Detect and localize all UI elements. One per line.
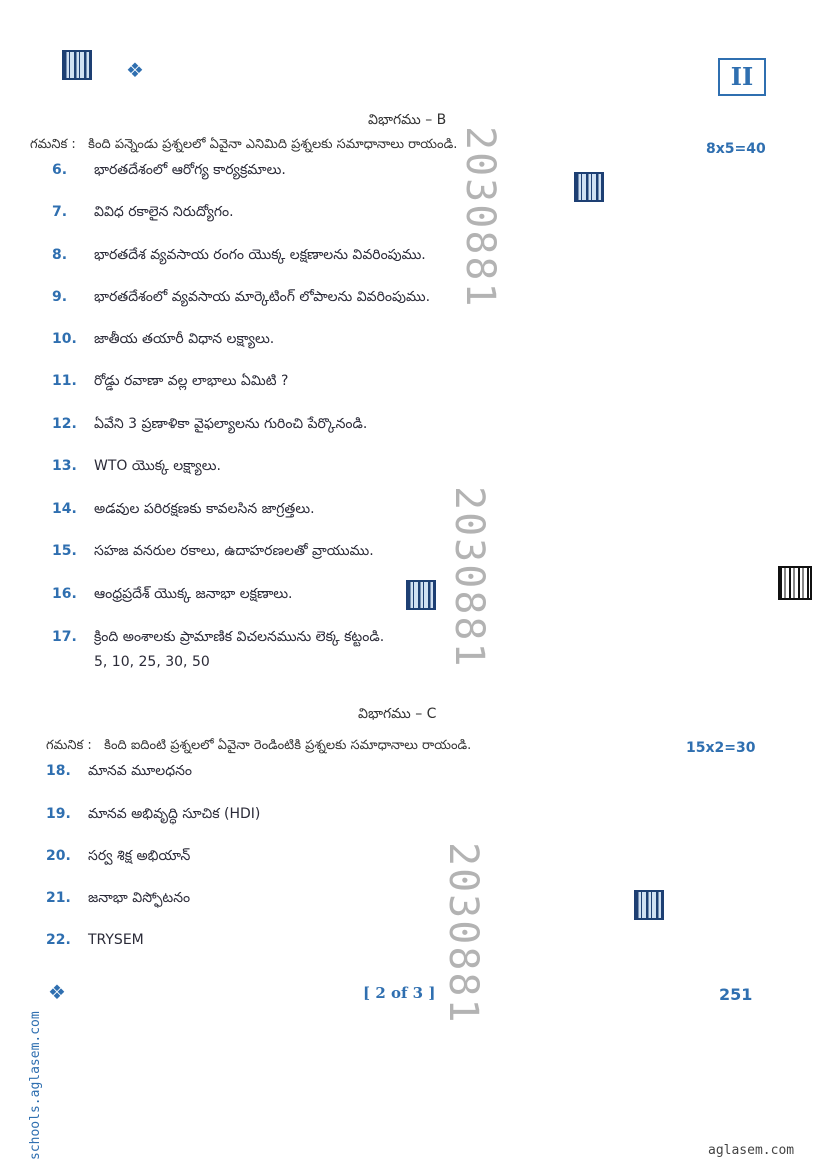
- question-number: 22.: [46, 932, 71, 948]
- question-text: రోడ్డు రవాణా వల్ల లాభాలు ఏమిటి ?: [94, 373, 289, 389]
- question-9: [52, 289, 430, 308]
- page-indicator: [ 2 of 3 ]: [363, 984, 436, 1002]
- question-text: జనాభా విస్ఫోటనం: [88, 890, 191, 906]
- question-20: [46, 848, 190, 867]
- question-text: TRYSEM: [88, 932, 144, 948]
- question-text: అడవుల పరిరక్షణకు కావలసిన జాగ్రత్తలు.: [94, 501, 315, 517]
- question-10: [52, 331, 274, 350]
- question-number: 21.: [46, 890, 71, 906]
- question-6: [52, 162, 286, 181]
- question-14: [52, 501, 315, 520]
- serial-stamp: 2030881: [440, 842, 486, 1025]
- question-number: 16.: [52, 586, 77, 602]
- question-text: మానవ మూలధనం: [88, 763, 193, 779]
- question-text: ఏవేని 3 ప్రణాళికా వైఫల్యాలను గురించి పేర్కొనండి.: [94, 416, 368, 432]
- question-number: 18.: [46, 763, 71, 779]
- diamond-ornament-icon: ❖: [48, 980, 66, 1004]
- section-b-marks: 8x5=40: [706, 141, 766, 157]
- question-number: 7.: [52, 204, 68, 220]
- question-text: భారతదేశ వ్యవసాయ రంగం యొక్క లక్షణాలను వివరింపుము.: [94, 247, 426, 263]
- question-text: సహజ వనరుల రకాలు, ఉదాహరణలతో వ్రాయుము.: [94, 543, 374, 559]
- question-number: 9.: [52, 289, 68, 305]
- bottom-watermark-url: aglasem.com: [708, 1143, 795, 1158]
- question-number: 19.: [46, 806, 71, 822]
- qr-code-icon: [634, 890, 664, 920]
- question-text: క్రింది అంశాలకు ప్రామాణిక విచలనమును లెక్క కట్టండి.: [94, 629, 385, 645]
- question-text: ఆంధ్రప్రదేశ్ యొక్క జనాభా లక్షణాలు.: [94, 586, 293, 602]
- note-label: గమనిక :: [30, 137, 76, 152]
- question-21: [46, 890, 190, 909]
- question-12: [52, 416, 367, 435]
- question-number: 20.: [46, 848, 71, 864]
- note-text: కింది పన్నెండు ప్రశ్నలలో ఏవైనా ఎనిమిది ప్రశ్నలకు సమాధానాలు రాయండి.: [88, 137, 458, 152]
- question-15: [52, 543, 374, 562]
- question-number: 8.: [52, 247, 68, 263]
- question-text: జాతీయ తయారీ విధాన లక్ష్యాలు.: [94, 331, 275, 347]
- qr-code-icon: [778, 566, 812, 600]
- question-19: [46, 806, 260, 825]
- question-text: సర్వ శిక్ష అభియాన్: [88, 848, 191, 864]
- question-text: భారతదేశంలో ఆరోగ్య కార్యక్రమాలు.: [94, 162, 286, 178]
- paper-code-box: II: [718, 58, 766, 96]
- qr-code-icon: [406, 580, 436, 610]
- section-b-note: [30, 137, 457, 155]
- serial-stamp: 2030881: [446, 486, 492, 669]
- question-number: 13.: [52, 458, 77, 474]
- question-17: [52, 629, 384, 648]
- paper-number: 251: [719, 985, 753, 1004]
- question-7: [52, 204, 234, 223]
- question-18: [46, 763, 192, 782]
- question-17-data: 5, 10, 25, 30, 50: [94, 654, 210, 670]
- note-text: కింది ఐదింటి ప్రశ్నలలో ఏవైనా రెండింటికి ప్రశ్నలకు సమాధానాలు రాయండి.: [104, 738, 472, 753]
- serial-stamp: 2030881: [457, 126, 503, 309]
- question-number: 6.: [52, 162, 68, 178]
- section-c-marks: 15x2=30: [686, 740, 756, 756]
- question-16: [52, 586, 293, 605]
- qr-code-icon: [62, 50, 92, 80]
- question-number: 10.: [52, 331, 77, 347]
- question-8: [52, 247, 426, 266]
- qr-code-icon: [574, 172, 604, 202]
- section-b-title: విభాగము – B: [368, 112, 447, 128]
- question-number: 15.: [52, 543, 77, 559]
- note-label: గమనిక :: [46, 738, 92, 753]
- question-text: వివిధ రకాలైన నిరుద్యోగం.: [94, 204, 234, 220]
- question-22: [46, 932, 144, 948]
- question-text: మానవ అభివృద్ధి సూచిక (HDI): [88, 806, 261, 822]
- question-number: 17.: [52, 629, 77, 645]
- question-11: [52, 373, 288, 392]
- question-text: WTO యొక్క లక్ష్యాలు.: [94, 458, 221, 474]
- diamond-ornament-icon: ❖: [126, 58, 144, 82]
- side-watermark-url: schools.aglasem.com: [28, 1011, 43, 1160]
- question-13: [52, 458, 221, 477]
- question-number: 11.: [52, 373, 77, 389]
- section-c-note: [46, 738, 471, 756]
- section-c-title: విభాగము – C: [358, 706, 437, 722]
- question-number: 12.: [52, 416, 77, 432]
- question-number: 14.: [52, 501, 77, 517]
- question-text: భారతదేశంలో వ్యవసాయ మార్కెటింగ్ లోపాలను వివరింపుము.: [94, 289, 431, 305]
